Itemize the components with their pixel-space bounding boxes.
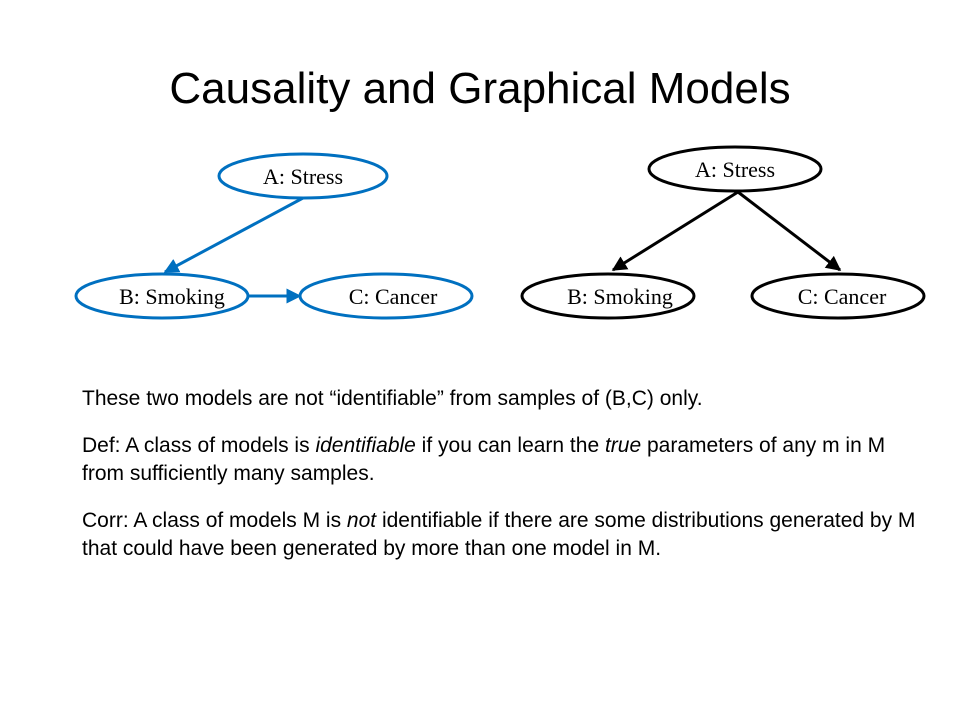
paragraph-definition	[82, 432, 922, 488]
paragraph-corollary	[82, 507, 922, 563]
def-text-middle: if you can learn the	[415, 434, 605, 457]
edge-a-to-b	[165, 198, 303, 272]
node-b-label: B: Smoking	[119, 284, 225, 309]
left-graph	[76, 154, 472, 318]
node-c-label: C: Cancer	[797, 284, 887, 309]
node-a-label: A: Stress	[262, 164, 344, 189]
corr-text-start: Corr: A class of models M is	[82, 509, 347, 532]
corr-emphasis-not: not	[346, 509, 377, 532]
corr-text-end: identifiable if there are some distributions generated by M that could have been generated by more than one model in M.	[82, 509, 916, 560]
node-a-label: A: Stress	[694, 157, 776, 182]
slide-body	[82, 385, 922, 582]
node-b-label: B: Smoking	[567, 284, 673, 309]
slide-title: Causality and Graphical Models	[169, 64, 791, 113]
edge-a-to-c	[738, 192, 840, 270]
edge-a-to-b	[613, 192, 738, 270]
paragraph-text: These two models are not “identifiable” from samples of (B,C) only.	[82, 387, 703, 410]
def-text-end: parameters of any m in M from sufficiently many samples.	[82, 434, 886, 485]
node-c-label: C: Cancer	[348, 284, 438, 309]
def-emphasis-identifiable: identifiable	[315, 434, 416, 457]
paragraph-not-identifiable	[82, 385, 922, 413]
def-text-start: Def: A class of models is	[82, 434, 316, 457]
def-emphasis-true: true	[604, 434, 642, 457]
right-graph	[522, 147, 924, 318]
